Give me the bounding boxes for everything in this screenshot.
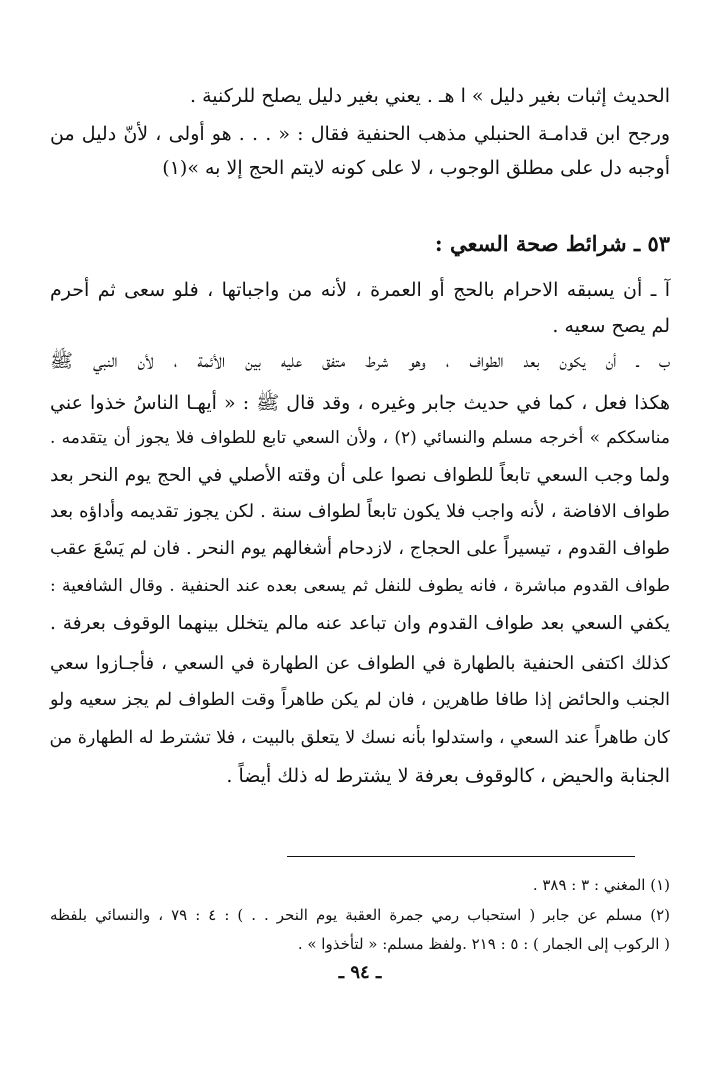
text-line: أوجبه دل على مطلق الوجوب ، لا على كونه لايتم الحج إلا به »(١): [162, 157, 670, 179]
text-line: يكفي السعي بعد طواف القدوم وان تباعد عنه مالم يتخلل بينهما الوقوف بعرفة .: [50, 613, 670, 634]
section-heading: ٥٣ ـ شرائط صحة السعي :: [434, 231, 670, 256]
text-line: الجنابة والحيض ، كالوقوف بعرفة لا يشترط له ذلك أيضاً .: [226, 765, 670, 787]
text-line: طواف القدوم ، تيسيراً على الحجاج ، لازدحام أشغالهم يوم النحر . فان لم يَسْعَ عقب: [50, 538, 670, 559]
text-line: ب ـ أن يكون بعد الطواف ، وهو شرط متفق عليه بين الأئمة ، لأن النبي ﷺ: [50, 350, 670, 372]
text-line: مناسككم » أخرجه مسلم والنسائي (٢) ، ولأن السعي تابع للطواف فلا يجوز أن يتقدمه .: [50, 428, 670, 448]
text-line: كان طاهراً عند السعي ، واستدلوا بأنه نسك لا يتعلق بالبيت ، فلا تشترط له الطهارة من: [49, 728, 670, 748]
text-line: كذلك اكتفى الحنفية بالطهارة في الطواف عن الطهارة في السعي ، فأجـازوا سعي: [50, 653, 670, 674]
footnote: (١) المغني : ٣ : ٣٨٩ .: [532, 876, 670, 894]
text-line: هكذا فعل ، كما في حديث جابر وغيره ، وقد قال ﷺ : « أيهـا الناسُ خذوا عني: [50, 392, 670, 414]
text-line: طواف الافاضة ، لأنه واجب فلا يكون تابعاً لطواف سنة . لكن يجوز تقديمه وأداؤه بعد: [50, 501, 670, 522]
footnote-divider: [287, 856, 635, 857]
text-line: آ ـ أن يسبقه الاحرام بالحج أو العمرة ، لأنه من واجباتها ، فلو سعى ثم أحرم: [50, 279, 670, 301]
text-line: الجنب والحائض إذا طافا طاهرين ، فان لم يكن طاهراً وقت الطواف لم يجز سعيه ولو: [50, 690, 670, 710]
footnote: ( الركوب إلى الجمار ) : ٥ : ٢١٩ .ولفظ مسلم: « لتأخذوا » .: [297, 935, 670, 953]
text-line: ولما وجب السعي تابعاً للطواف نصوا على أن وقته الأصلي في الحج يوم النحر بعد: [50, 465, 670, 486]
text-line: لم يصح سعيه .: [552, 315, 670, 337]
footnote: (٢) مسلم عن جابر ( استحباب رمي جمرة العقبة يوم النحر . . ) : ٤ : ٧٩ ، والنسائي بلفظه: [50, 906, 670, 924]
text-line: طواف القدوم مباشرة ، فانه يطوف للنفل ثم يسعى بعده عند الحنفية . وقال الشافعية :: [50, 576, 670, 596]
text-line: ورجح ابن قدامـة الحنبلي مذهب الحنفية فقال : « . . . هو أولى ، لأنّ دليل من: [50, 123, 670, 145]
text-line: الحديث إثبات بغير دليل » ا هـ . يعني بغير دليل يصلح للركنية .: [189, 85, 670, 107]
page-number: ـ ٩٤ ـ: [338, 962, 382, 983]
